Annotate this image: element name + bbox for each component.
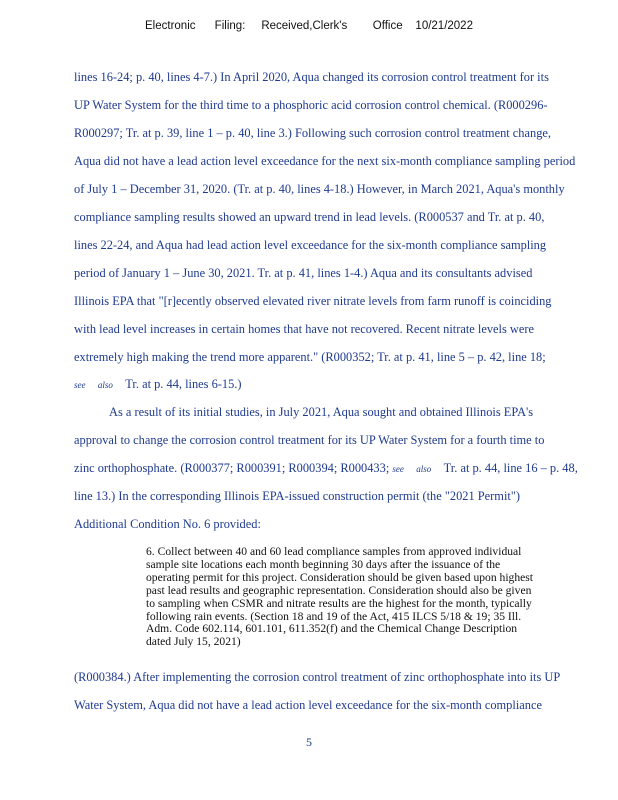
quote-line: following rain events. (Section 18 and 19 of the Act, 415 ILCS 5/18 & 19; 35 Ill. [146, 609, 522, 623]
citation-text: Tr. at p. 44, line 16 – p. 48, [443, 461, 578, 475]
see-signal: see [392, 464, 404, 474]
text-line [74, 461, 578, 476]
text-line: lines 16-24; p. 40, lines 4-7.) In April 2020, Aqua changed its corrosion control treatment for its [74, 70, 549, 84]
text-line: Additional Condition No. 6 provided: [74, 517, 261, 531]
text-line: R000297; Tr. at p. 39, line 1 – p. 40, line 3.) Following such corrosion control treatment change, [74, 126, 551, 140]
see-signal: see [74, 380, 86, 390]
text-line: UP Water System for the third time to a phosphoric acid corrosion control chemical. (R000296- [74, 98, 548, 112]
quote-line: past lead results and geographic representation. Consideration should also be given [146, 583, 532, 597]
text-line: As a result of its initial studies, in July 2021, Aqua sought and obtained Illinois EPA's [109, 405, 534, 419]
quote-line: sample site locations each month beginning 30 days after the issuance of the [146, 557, 501, 571]
also-signal: also [97, 380, 113, 390]
text-line: of July 1 – December 31, 2020. (Tr. at p. 40, lines 4-18.) However, in March 2021, Aqua's monthly [74, 182, 565, 196]
quote-line: operating permit for this project. Consideration should be given based upon highest [146, 570, 534, 584]
text-line: period of January 1 – June 30, 2021. Tr. at p. 41, lines 1-4.) Aqua and its consultants advised [74, 266, 533, 280]
page-number: 5 [306, 735, 312, 749]
text-line: (R000384.) After implementing the corrosion control treatment of zinc orthophosphate into its UP [74, 670, 561, 684]
citation-text: Tr. at p. 44, lines 6-15.) [125, 377, 242, 391]
text-line: compliance sampling results showed an upward trend in lead levels. (R000537 and Tr. at p. 40, [74, 210, 545, 224]
text-line: Illinois EPA that "[r]ecently observed elevated river nitrate levels from farm runoff is coinciding [74, 294, 552, 308]
see-also-citation [74, 377, 242, 392]
text-line: lines 22-24, and Aqua had lead action level exceedance for the six-month compliance sampling [74, 238, 547, 252]
text-line: Aqua did not have a lead action level exceedance for the next six-month compliance sampling period [74, 154, 576, 168]
record-citations: zinc orthophosphate. (R000377; R000391; R000394; R000433; [74, 461, 390, 475]
electronic-filing-header: Electronic Filing: Received,Clerk's Office 10/21/2022 [145, 20, 473, 32]
quote-line: Adm. Code 602.114, 601.101, 611.352(f) and the Chemical Change Description [146, 622, 518, 636]
quote-line: 6. Collect between 40 and 60 lead compliance samples from approved individual [146, 545, 522, 558]
permit-condition-quote [146, 546, 601, 649]
quote-line: dated July 15, 2021) [146, 635, 241, 649]
also-signal: also [416, 464, 432, 474]
text-line: extremely high making the trend more apparent." (R000352; Tr. at p. 41, line 5 – p. 42, line 18; [74, 350, 546, 364]
text-line: approval to change the corrosion control treatment for its UP Water System for a fourth time to [74, 433, 545, 447]
quote-line: to sampling when CSMR and nitrate results are the highest for the month, typically [146, 596, 532, 610]
text-line: line 13.) In the corresponding Illinois EPA-issued construction permit (the "2021 Permit") [74, 489, 521, 503]
text-line: with lead level increases in certain homes that have not recovered. Recent nitrate levels were [74, 322, 534, 336]
text-line: Water System, Aqua did not have a lead action level exceedance for the six-month compliance [74, 698, 542, 712]
